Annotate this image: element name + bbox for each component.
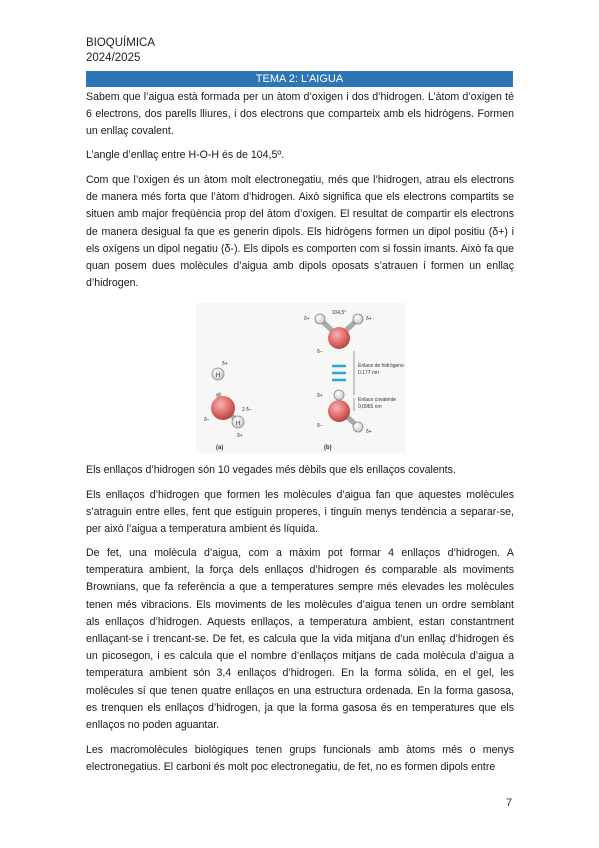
hbond-label: Enlace de hidrógeno (358, 363, 404, 369)
figure-label-a: (a) (216, 445, 224, 451)
hydrogen-atom-b4 (353, 422, 363, 432)
delta-plus-a2: δ+ (237, 433, 243, 439)
hydrogen-atom-b1 (315, 314, 325, 324)
two-delta-minus-a: 2 δ– (242, 407, 252, 413)
water-molecule-figure (196, 303, 406, 453)
paragraph-liquid-water: Els enllaços d’hidrogen que formen les molècules d’aigua fan que aquestes molècules s’atraguin entre elles, fent que estiguin properes, i tinguin menys tendència a separar-se, per això l’aigua a temperatura ambient és líquida. (86, 489, 514, 536)
paragraph-macromolecules: Les macromolècules biològiques tenen grups funcionals amb àtoms més o menys electronegatius. El carboni és molt poc electronegatiu, de fet, no es formen dipols entre (86, 744, 514, 774)
delta-plus-a1: δ+ (222, 361, 228, 367)
oxygen-atom-a (211, 396, 235, 420)
paragraph-water-composition: Sabem que l’aigua està formada per un àtom d’oxigen i dos d’hidrogen. L’àtom d’oxigen té 6 electrons, dos parells lliures, i dos electrons que comparteix amb els hidrògens. Formen un enllaç covalent. (86, 91, 514, 138)
document-header (86, 36, 155, 66)
hydrogen-atom-b2 (353, 314, 363, 324)
angle-label: 104,5° (331, 310, 347, 316)
oxygen-atom-b2 (328, 400, 350, 422)
figure-label-b: (b) (324, 445, 332, 451)
covalent-label: Enlace covalente (358, 397, 397, 403)
hbond-length: 0,177 nm (358, 370, 379, 376)
delta-plus-b4: δ+ (366, 429, 372, 435)
h-label-a1: H (215, 373, 221, 379)
delta-minus-a: δ– (204, 417, 210, 423)
hydrogen-atom-b3 (334, 390, 344, 400)
water-molecule-diagram (196, 303, 406, 453)
paragraph-hbond-strength: Els enllaços d’hidrogen són 10 vegades més dèbils que els enllaços covalents. (86, 464, 456, 476)
delta-minus-b1: δ– (317, 349, 323, 355)
paragraph-hbond-dynamics: De fet, una molècula d’aigua, com a màxim pot formar 4 enllaços d’hidrogen. A temperatura ambient, la força dels enllaços d’hidrogen és comparable als moviments Brownians, que fa referència a que a temperatures sempre més elevades les molècules tenen més vibracions. Els moviments de les molècules d’aigua tenen un ordre semblant als enllaços d’hidrogen. Aquests enllaços, a temperatura ambient, estan constantment enllaçant-se i trencant-se. De fet, es calcula que la vida mitjana d’un enllaç d’hidrogen és un picosegon, i es calcula que el nombre d’enllaços mitjans de cada molècula d’aigua a temperatura ambient són 3,4 enllaços d’hidrogen. En la forma sòlida, en el gel, les molècules sí que tenen quatre enllaços en una estructura ordenada. En la forma gasosa, es trenquen els enllaços d’hidrogen, ja que la forma gasosa és en temperatures que els enllaços no poden aguantar. (86, 547, 514, 732)
h-label-a2: H (235, 421, 241, 427)
page-number: 7 (506, 797, 513, 809)
covalent-length: 0,0965 nm (358, 404, 382, 410)
delta-minus-b2: δ– (317, 423, 323, 429)
paragraph-bond-angle: L’angle d’enllaç entre H-O-H és de 104,5º. (86, 149, 285, 161)
delta-plus-b2: δ+ (366, 316, 372, 322)
section-title: TEMA 2: L’AIGUA (86, 71, 513, 87)
delta-plus-b1: δ+ (304, 316, 310, 322)
paragraph-dipoles: Com que l’oxigen és un àtom molt electronegatiu, més que l’hidrogen, atrau els electrons de manera més forta que l’àtom d’hidrogen. Això significa que els electrons compartits se situen amb major freqüència prop del àtom d’oxigen. El resultat de compartir els electrons de manera desigual fa que es generin dipols. Els hidrògens formen un dipol positiu (δ+) i els oxígens un dipol negatiu (δ-). Els dipols es comporten com si fossin imants. Això fa que quan posem dues molècules d’aigua amb dipols oposats s’atrauen i formen un enllaç d’hidrogen. (86, 174, 514, 290)
delta-plus-b3: δ+ (317, 393, 323, 399)
header-subject: BIOQUÍMICA (86, 37, 156, 49)
oxygen-atom-b1 (328, 327, 350, 349)
header-year: 2024/2025 (86, 52, 141, 64)
